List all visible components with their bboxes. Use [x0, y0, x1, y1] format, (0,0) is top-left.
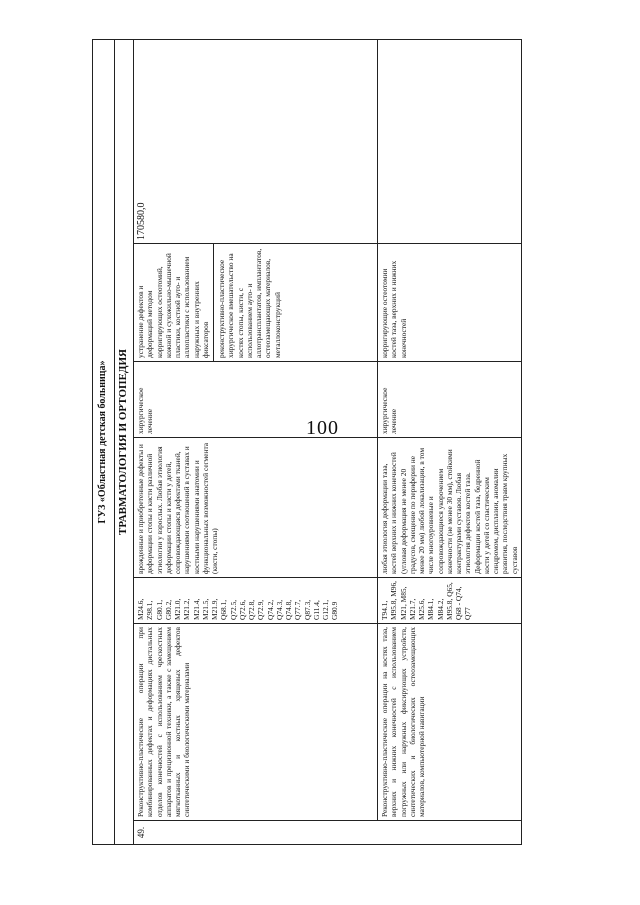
icd-codes: M24.6, Z98.1, G80.1, G80.2, M21.0, M21.2, M21.4, M21.5, M21.9, Q68.1, Q72.5, Q72.6, Q72.8, Q72.9, Q74.2, Q74.3, Q74.8, Q77.7, Q87.3, G11.4, G12.1, G80.9: [134, 578, 378, 624]
row-number: 49.: [134, 821, 522, 845]
care-type: Реконструктивно-пластические операции на костях таза, верхних и нижних конечностей с использованием погружных или наружных фиксирующих устройств, синтетических и биологических остеозамещающих материалов, компьютерной навигации: [378, 624, 522, 821]
table-row: [134, 39, 378, 844]
method-text-2: реконструктивно-пластическое хирургическое вмешательство на костях стопы, кисти, с использованием ауто- и аллотрансплантатов, имплантатов, остеозамещающих материалов, металлоконструкций: [213, 244, 282, 361]
icd-codes: T94.1, M95.8, M96, M21, M85, M21.7, M25.6, M84.1, M84.2, M95.8, Q65, Q68 - Q74, Q77: [378, 578, 522, 624]
patient-model: любая этиология деформации таза, костей верхних и нижних конечностей (угловая деформация не менее 20 градусов, смещение по периферии не менее 20 мм) любой локализации, в том числе многоуровневые и сопровождающиеся укорочением конечности (не менее 30 мм), стойкими контрактурами суставов. Любая этиология дефектов костей таза. Деформации костей таза, бедренной кости у детей со спастическим синдромом, дисплазии, аномалии развития, последствия травм крупных суставов: [378, 438, 522, 578]
method-text-1: устранение дефектов и деформаций методом корригирующих остеотомий, кожной и сухожильно-мышечной пластики, костной ауто- и аллопластики с использованием наружных и внутренних фиксаторов: [136, 253, 210, 358]
patient-model: врожденные и приобретенные дефекты и деформации стопы и кисти различной этиологии у взрослых. Любая этиология деформации стопы и кисти у детей, сопровождающаяся дефектами тканей, нарушениями соотношений в суставах и костными нарушениями анатомии и функциональных возможностей сегмента (кисти, стопы): [134, 438, 378, 578]
rotated-table-page: [92, 40, 557, 845]
cost-value: [378, 39, 522, 243]
treatment-method: корригирующие остеотомии костей таза, верхних и нижних конечностей: [378, 244, 522, 362]
hospital-header: ГУЗ «Областная детская больница»: [93, 39, 115, 844]
page-number: 100: [306, 417, 339, 439]
treatment-type: хирургическое лечение: [134, 362, 378, 438]
care-type: Реконструктивно-пластические операции при комбинированных дефектах и деформациях дистальных отделов конечностей с использованием чрескостных аппаратов и прецизионной техники, а также с замещением мягкотканных и костных хрящевых дефектов синтетическими и биологическими материалами: [134, 624, 378, 821]
medical-care-table: [92, 39, 522, 845]
treatment-method: [134, 244, 378, 362]
treatment-type: хирургическое лечение: [378, 362, 522, 438]
cost-value: 170580,0: [134, 39, 378, 243]
section-title: ТРАВМАТОЛОГИЯ И ОРТОПЕДИЯ: [115, 39, 134, 844]
